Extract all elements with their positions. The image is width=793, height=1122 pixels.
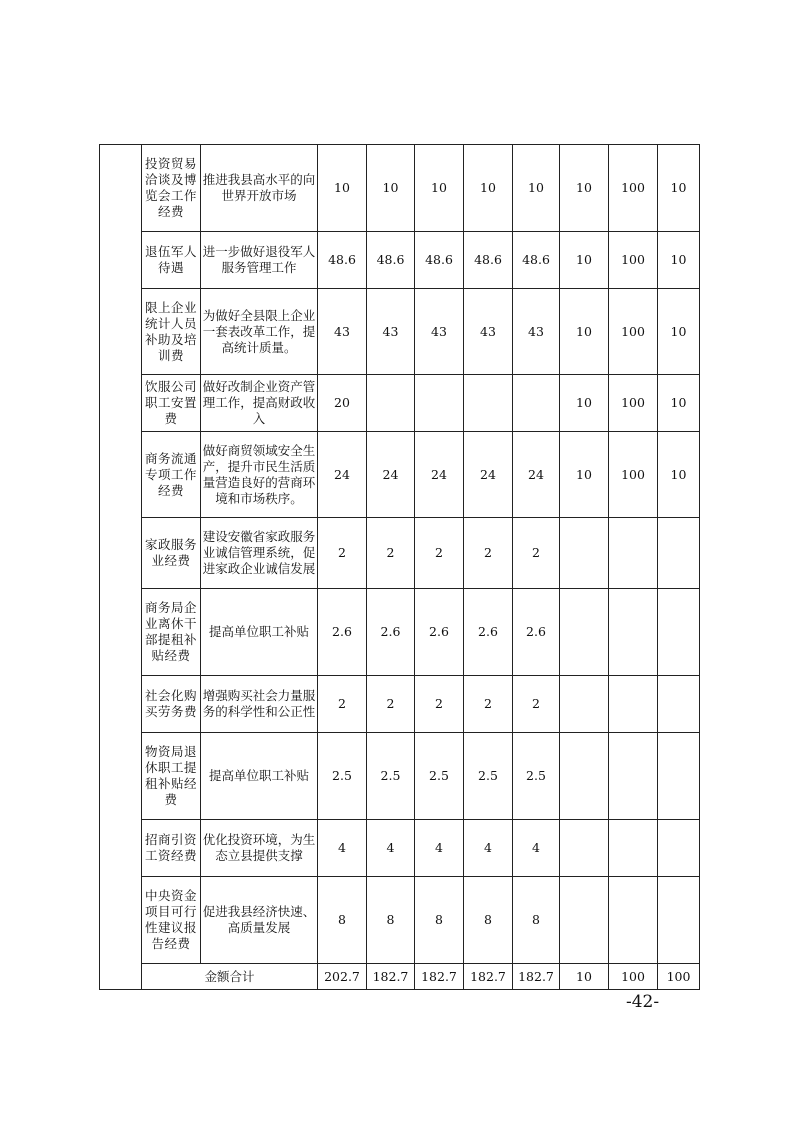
total-value-cell: 182.7 <box>415 964 464 990</box>
value-cell: 48.6 <box>367 232 415 289</box>
table-row <box>100 432 700 518</box>
description-cell: 进一步做好退役军人服务管理工作 <box>201 232 318 289</box>
value-cell: 2 <box>367 676 415 733</box>
value-cell: 2.6 <box>415 589 464 676</box>
item-name-cell: 投资贸易洽谈及博览会工作经费 <box>142 145 201 232</box>
value-cell: 10 <box>415 145 464 232</box>
value-cell <box>658 877 700 964</box>
value-cell: 2.5 <box>415 733 464 820</box>
value-cell: 2 <box>367 518 415 589</box>
table-row <box>100 232 700 289</box>
table-row <box>100 589 700 676</box>
item-name-cell: 招商引资工资经费 <box>142 820 201 877</box>
value-cell <box>560 733 609 820</box>
value-cell: 4 <box>318 820 367 877</box>
value-cell <box>367 375 415 432</box>
value-cell: 43 <box>464 289 513 375</box>
value-cell: 2.6 <box>513 589 560 676</box>
total-value-cell: 182.7 <box>464 964 513 990</box>
description-cell: 提高单位职工补贴 <box>201 733 318 820</box>
page-number: -42- <box>626 992 660 1012</box>
table-row <box>100 518 700 589</box>
value-cell: 24 <box>367 432 415 518</box>
value-cell: 10 <box>560 232 609 289</box>
description-cell: 优化投资环境，为生态立县提供支撑 <box>201 820 318 877</box>
value-cell: 24 <box>318 432 367 518</box>
value-cell: 2.5 <box>318 733 367 820</box>
value-cell <box>658 733 700 820</box>
value-cell <box>609 518 658 589</box>
value-cell: 43 <box>367 289 415 375</box>
description-cell: 推进我县高水平的向世界开放市场 <box>201 145 318 232</box>
value-cell <box>415 375 464 432</box>
table-row <box>100 145 700 232</box>
description-cell: 提高单位职工补贴 <box>201 589 318 676</box>
value-cell: 43 <box>415 289 464 375</box>
value-cell: 4 <box>513 820 560 877</box>
value-cell <box>609 676 658 733</box>
value-cell: 43 <box>318 289 367 375</box>
value-cell: 48.6 <box>513 232 560 289</box>
value-cell <box>609 589 658 676</box>
value-cell: 8 <box>464 877 513 964</box>
value-cell <box>560 589 609 676</box>
item-name-cell: 物资局退休职工提租补贴经费 <box>142 733 201 820</box>
value-cell <box>560 518 609 589</box>
item-name-cell: 社会化购买劳务费 <box>142 676 201 733</box>
table-row <box>100 877 700 964</box>
value-cell: 10 <box>513 145 560 232</box>
value-cell <box>464 375 513 432</box>
total-value-cell: 100 <box>658 964 700 990</box>
value-cell: 2 <box>464 676 513 733</box>
budget-table <box>99 144 700 990</box>
value-cell: 24 <box>415 432 464 518</box>
total-value-cell: 182.7 <box>513 964 560 990</box>
description-cell: 做好改制企业资产管理工作，提高财政收入 <box>201 375 318 432</box>
value-cell: 10 <box>464 145 513 232</box>
table-row <box>100 733 700 820</box>
table-row <box>100 289 700 375</box>
value-cell <box>609 820 658 877</box>
table-row <box>100 375 700 432</box>
total-value-cell: 202.7 <box>318 964 367 990</box>
value-cell: 8 <box>367 877 415 964</box>
value-cell: 100 <box>609 232 658 289</box>
value-cell: 2 <box>513 676 560 733</box>
value-cell: 100 <box>609 432 658 518</box>
value-cell: 48.6 <box>318 232 367 289</box>
total-value-cell: 182.7 <box>367 964 415 990</box>
value-cell <box>560 820 609 877</box>
total-value-cell: 10 <box>560 964 609 990</box>
table-row <box>100 820 700 877</box>
value-cell <box>513 375 560 432</box>
description-cell: 为做好全县限上企业一套表改革工作，提高统计质量。 <box>201 289 318 375</box>
value-cell <box>609 733 658 820</box>
value-cell: 10 <box>560 289 609 375</box>
item-name-cell: 退伍军人待遇 <box>142 232 201 289</box>
value-cell: 10 <box>318 145 367 232</box>
item-name-cell: 家政服务业经费 <box>142 518 201 589</box>
value-cell: 10 <box>560 375 609 432</box>
description-cell: 做好商贸领域安全生产，提升市民生活质量营造良好的营商环境和市场秩序。 <box>201 432 318 518</box>
value-cell: 2 <box>415 518 464 589</box>
item-name-cell: 限上企业统计人员补助及培训费 <box>142 289 201 375</box>
value-cell: 10 <box>658 145 700 232</box>
value-cell: 10 <box>560 432 609 518</box>
value-cell: 10 <box>658 432 700 518</box>
value-cell: 100 <box>609 289 658 375</box>
value-cell: 2.6 <box>367 589 415 676</box>
value-cell <box>658 518 700 589</box>
merged-blank-cell <box>100 145 142 990</box>
value-cell: 2.5 <box>367 733 415 820</box>
value-cell: 4 <box>415 820 464 877</box>
value-cell: 2.5 <box>464 733 513 820</box>
value-cell <box>560 877 609 964</box>
value-cell: 24 <box>464 432 513 518</box>
value-cell: 10 <box>658 289 700 375</box>
value-cell: 10 <box>560 145 609 232</box>
value-cell: 2.6 <box>464 589 513 676</box>
value-cell: 20 <box>318 375 367 432</box>
value-cell: 2.5 <box>513 733 560 820</box>
item-name-cell: 饮服公司职工安置费 <box>142 375 201 432</box>
value-cell: 10 <box>367 145 415 232</box>
value-cell: 48.6 <box>464 232 513 289</box>
value-cell: 8 <box>318 877 367 964</box>
value-cell <box>658 589 700 676</box>
value-cell: 4 <box>464 820 513 877</box>
value-cell: 4 <box>367 820 415 877</box>
value-cell <box>560 676 609 733</box>
value-cell: 10 <box>658 232 700 289</box>
value-cell: 2 <box>318 676 367 733</box>
table-body <box>100 145 700 990</box>
item-name-cell: 商务流通专项工作经费 <box>142 432 201 518</box>
value-cell: 2 <box>464 518 513 589</box>
total-label: 金额合计 <box>142 964 318 990</box>
total-row <box>100 964 700 990</box>
value-cell: 2.6 <box>318 589 367 676</box>
description-cell: 促进我县经济快速、高质量发展 <box>201 877 318 964</box>
value-cell: 43 <box>513 289 560 375</box>
table-row <box>100 676 700 733</box>
value-cell: 10 <box>658 375 700 432</box>
item-name-cell: 商务局企业离休干部提租补贴经费 <box>142 589 201 676</box>
value-cell <box>609 877 658 964</box>
item-name-cell: 中央资金项目可行性建议报告经费 <box>142 877 201 964</box>
value-cell: 100 <box>609 145 658 232</box>
value-cell: 8 <box>513 877 560 964</box>
value-cell: 48.6 <box>415 232 464 289</box>
value-cell: 24 <box>513 432 560 518</box>
total-value-cell: 100 <box>609 964 658 990</box>
value-cell: 2 <box>318 518 367 589</box>
value-cell <box>658 820 700 877</box>
description-cell: 建设安徽省家政服务业诚信管理系统，促进家政企业诚信发展 <box>201 518 318 589</box>
value-cell: 2 <box>513 518 560 589</box>
description-cell: 增强购买社会力量服务的科学性和公正性 <box>201 676 318 733</box>
value-cell <box>658 676 700 733</box>
value-cell: 100 <box>609 375 658 432</box>
value-cell: 8 <box>415 877 464 964</box>
value-cell: 2 <box>415 676 464 733</box>
